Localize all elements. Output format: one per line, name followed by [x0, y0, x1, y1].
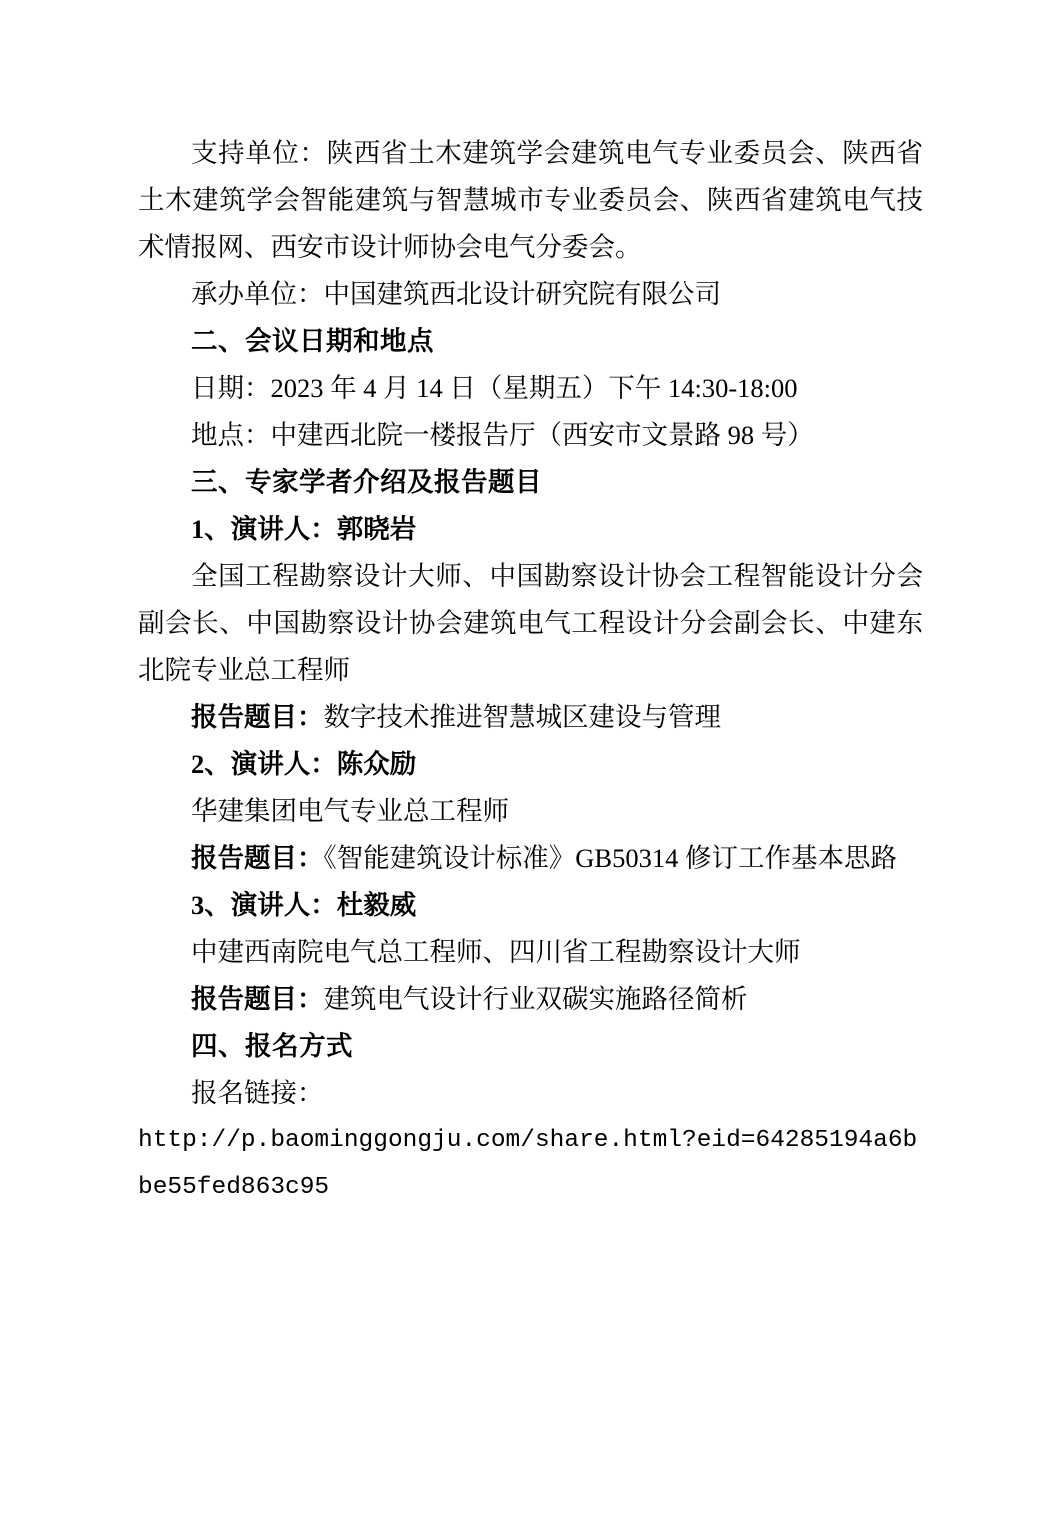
speaker-1-name: 1、演讲人：郭晓岩 [191, 514, 417, 544]
heading-section-two: 二、会议日期和地点 [191, 326, 434, 357]
speaker-3-topic-text: 建筑电气设计行业双碳实施路径简析 [323, 984, 748, 1014]
paragraph-organizer: 承办单位：中国建筑西北设计研究院有限公司 [191, 279, 721, 309]
speaker-1-topic [138, 694, 923, 741]
speaker-1-topic-label: 报告题目： [191, 702, 324, 732]
paragraph-meeting-location: 地点：中建西北院一楼报告厅（西安市文景路 98 号） [191, 420, 814, 450]
heading-section-three: 三、专家学者介绍及报告题目 [191, 467, 542, 498]
heading-section-four: 四、报名方式 [191, 1031, 353, 1062]
document-body [138, 130, 923, 1211]
speaker-2-topic [138, 835, 923, 882]
speaker-2-bio: 华建集团电气专业总工程师 [191, 796, 509, 826]
speaker-2-topic-label: 报告题目： [191, 843, 324, 873]
speaker-2-topic-text: 《智能建筑设计标准》GB50314 修订工作基本思路 [323, 843, 897, 873]
registration-label: 报名链接： [191, 1078, 324, 1108]
speaker-3-bio: 中建西南院电气总工程师、四川省工程勘察设计大师 [191, 937, 801, 967]
speaker-2-name: 2、演讲人：陈众励 [191, 749, 417, 779]
paragraph-meeting-date: 日期：2023 年 4 月 14 日（星期五）下午 14:30-18:00 [191, 373, 798, 403]
speaker-3-name: 3、演讲人：杜毅威 [191, 890, 417, 920]
speaker-3-topic [138, 976, 923, 1023]
speaker-3-topic-label: 报告题目： [191, 984, 324, 1014]
registration-url[interactable]: http://p.baominggongju.com/share.html?eid=64285194a6bbe55fed863c95 [138, 1127, 918, 1201]
paragraph-support-units: 支持单位：陕西省土木建筑学会建筑电气专业委员会、陕西省土木建筑学会智能建筑与智慧城市专业委员会、陕西省建筑电气技术情报网、西安市设计师协会电气分委会。 [138, 138, 923, 262]
speaker-1-topic-text: 数字技术推进智慧城区建设与管理 [323, 702, 721, 732]
speaker-1-bio: 全国工程勘察设计大师、中国勘察设计协会工程智能设计分会副会长、中国勘察设计协会建筑电气工程设计分会副会长、中建东北院专业总工程师 [138, 561, 923, 685]
